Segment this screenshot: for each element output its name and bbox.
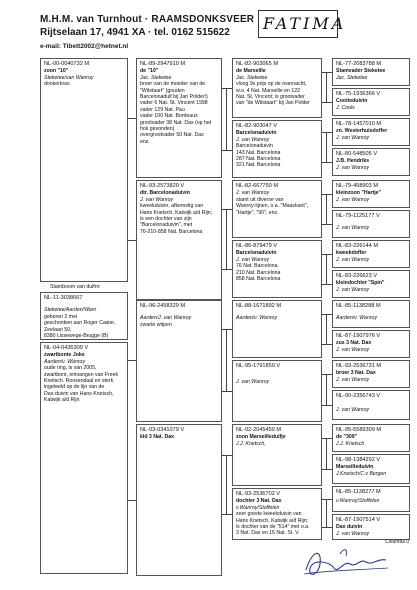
owner: Aarden/v. Wanroy xyxy=(336,315,378,322)
connector-line xyxy=(128,240,136,241)
pedigree-card-a13 xyxy=(332,424,410,452)
connector-line xyxy=(326,194,327,224)
pedigree-card-g1 xyxy=(232,58,322,118)
pigeon-title: broer 3 Nat. Dax xyxy=(336,370,376,377)
pigeon-title: J.B. Hendriks xyxy=(336,158,370,165)
pedigree-card-g2 xyxy=(232,120,322,178)
connector-line xyxy=(322,72,332,73)
connector-line xyxy=(226,329,227,391)
pedigree-card-main xyxy=(40,58,128,282)
connector-line xyxy=(222,329,232,330)
pigeon-title: dtr. Barcelonaduivin xyxy=(140,190,190,197)
pigeon-title: Barcelonaduivin xyxy=(236,250,277,257)
pedigree-card-dam-sire xyxy=(136,300,222,422)
pedigree-card-dam-dam xyxy=(136,424,222,576)
ring-number: NL-87-1907976 V xyxy=(336,333,381,339)
connector-line xyxy=(322,194,332,195)
ring-number: NL-79-1125177 V xyxy=(336,213,380,219)
pigeon-title: kleinzoon "Hartje" xyxy=(336,190,381,197)
pedigree-card-a7 xyxy=(332,240,410,268)
connector-line xyxy=(326,132,327,162)
ring-number: NL-85-1138277 M xyxy=(336,489,381,495)
pedigree-card-dam xyxy=(40,342,128,574)
pedigree-card-a16 xyxy=(332,514,410,540)
connector-line xyxy=(128,360,136,361)
connector-line xyxy=(322,102,332,103)
owner: Jac. Steketee xyxy=(236,74,268,81)
pedigree-card-a5 xyxy=(332,180,410,208)
owner: J. van Wanroy xyxy=(236,256,270,263)
details: oude ring, is van 2005, zwartbont, ontvangen van Freek Knetsch. Roosendaal en sterk ingeteeld op de lijn van de Dax-duivin van Hans Knetsch, Katwijk a/d Rijn xyxy=(44,365,119,404)
connector-line xyxy=(322,284,332,285)
stamboom-label: Stamboom van duifnr: xyxy=(50,284,101,290)
connector-line xyxy=(222,391,232,392)
owner: Jac. Steketee xyxy=(336,74,368,81)
owner: J. van Wanroy xyxy=(236,190,270,197)
details: geboren 2 mei geschonken aan Roger Casier, Zeelaan 50, 8380 Lissewege-Brugge (B) xyxy=(44,313,116,340)
pigeon-title: Marseilleduivin xyxy=(336,464,374,471)
connector-line xyxy=(222,209,232,210)
ring-number: NL-82-667750 M xyxy=(236,183,278,189)
ring-number: NL-77-2083788 M xyxy=(336,61,382,67)
pedigree-card-a3 xyxy=(332,118,410,146)
pedigree-card-g7 xyxy=(232,424,322,486)
ring-number: NL-89-2947910 M xyxy=(140,61,186,67)
connector-line xyxy=(326,314,327,344)
pigeon-title: de "309" xyxy=(336,434,358,441)
ring-number: NL-93-2536731 M xyxy=(336,363,382,369)
ring-number: NL-95-5589309 M xyxy=(336,427,382,433)
owner: J. van Wanroy xyxy=(336,134,370,141)
pigeon-title: de Marseille xyxy=(236,68,266,75)
ring-number: NL-83-226623 V xyxy=(336,273,378,279)
pedigree-card-a9 xyxy=(332,300,410,328)
pedigree-card-g6 xyxy=(232,360,322,422)
connector-line xyxy=(322,499,332,500)
ring-number: NL-93-2536702 V xyxy=(236,491,281,497)
owner: J. van Wanroy xyxy=(336,164,370,171)
pedigree-card-sire-dam xyxy=(136,180,222,300)
details: stamt uit diverse van Wanroy-lijnen, o.a. "Maaskant", "Hartje", "90", enz. xyxy=(236,196,309,216)
owner: J. van Wanroy xyxy=(336,407,370,414)
pigeon-title: de "10" xyxy=(140,68,159,75)
ring-number: NL-82-903047 V xyxy=(236,123,278,129)
pigeon-title: Cooiteduivin xyxy=(336,98,368,105)
pedigree-card-sire-sire xyxy=(136,58,222,178)
pigeon-name-box xyxy=(258,10,347,38)
ring-number: NL-93-2573820 V xyxy=(140,183,185,189)
pigeon-title: Dax duivin xyxy=(336,524,363,531)
ring-number: NL-79-458903 M xyxy=(336,183,378,189)
ring-number: NL-80-548505 V xyxy=(336,151,378,157)
connector-line xyxy=(322,162,332,163)
connector-line xyxy=(322,132,332,133)
pedigree-card-a8 xyxy=(332,270,410,298)
owner: J. Cools xyxy=(336,104,355,111)
breeder-name-line: M.H.M. van Turnhout · RAAMSDONKSVEER xyxy=(40,14,255,25)
owner: J. van Wanroy xyxy=(236,136,270,143)
pedigree-card-a2 xyxy=(332,88,410,116)
ring-number: NL-82-903065 M xyxy=(236,61,278,67)
owner: J.J. Knetsch xyxy=(336,440,365,447)
connector-line xyxy=(326,499,327,527)
ring-number: NL-02-2045459 M xyxy=(236,427,282,433)
connector-line xyxy=(222,455,232,456)
pedigree-card-g8 xyxy=(232,488,322,540)
ring-number: NL-85-1138288 M xyxy=(336,303,381,309)
ring-number: NL-11-3038667 xyxy=(44,295,83,301)
connector-line xyxy=(322,254,332,255)
pedigree-card-a12 xyxy=(332,390,410,420)
ring-number: NL-75-1936366 V xyxy=(336,91,381,97)
pigeon-title: kld 3 Nat. Dax xyxy=(140,434,175,441)
owner: v.Wanroy/Stoffelen xyxy=(236,504,280,511)
owner: J.J. Knetsch, xyxy=(236,440,266,447)
connector-line xyxy=(222,88,232,89)
owner: J. van Wanroy xyxy=(336,196,370,203)
owner: Aarden/v. Wanroy xyxy=(44,358,86,365)
connector-line xyxy=(226,209,227,269)
connector-line xyxy=(128,118,136,119)
connector-line xyxy=(322,527,332,528)
pigeon-title: zus 3 Nat. Dax xyxy=(336,340,372,347)
pigeon-name: FATIMA xyxy=(263,14,347,33)
connector-line xyxy=(326,254,327,284)
connector-line xyxy=(222,269,232,270)
owner: J. van Wanroy xyxy=(336,225,370,232)
connector-line xyxy=(322,374,332,375)
owner: J. van Wanroy xyxy=(336,346,370,353)
owner: J. van Wanroy xyxy=(236,379,270,386)
pigeon-title: kweekdoffer xyxy=(336,250,367,257)
ring-number: NL-86-879479 V xyxy=(236,243,278,249)
owner: J. van Wanroy xyxy=(336,376,370,383)
details: kweekduivin, afkomstig van Hans Knetsch, Katwijk a/d Rijn; is een dochter van zijn "Barcelonaduivin", met 76-210-858 Nat. Barcelona xyxy=(140,203,213,235)
pedigree-card-a4 xyxy=(332,148,410,176)
pedigree-card-a6 xyxy=(332,210,410,238)
connector-line xyxy=(226,455,227,514)
pedigree-card-a11 xyxy=(332,360,410,388)
connector-line xyxy=(226,88,227,150)
connector-line xyxy=(326,438,327,469)
details: Barcelonaduivin 143 Nat. Barcelona 287 Nat. Barcelona 321 Nat. Barcelona xyxy=(236,143,281,169)
pigeon-title: Stamvader Steketee xyxy=(336,68,386,75)
owner: J. van Wanroy xyxy=(336,286,370,293)
details: zwarte witpen xyxy=(140,321,172,328)
ring-number: NL-98-1384292 V xyxy=(336,457,381,463)
connector-line xyxy=(222,514,232,515)
owner: Aarden/J. van Wanroy xyxy=(140,315,192,322)
connector-line xyxy=(326,72,327,102)
pigeon-title: dochter 3 Nat. Dax xyxy=(236,498,282,505)
ring-number: NL-88-1671892 M xyxy=(236,303,282,309)
owner: Aarden/v. Wanroy xyxy=(236,315,278,322)
owner: Steketee/Aarden/Wanr xyxy=(44,307,97,314)
owner: J. van Wanroy xyxy=(336,530,370,537)
pedigree-card-origin xyxy=(40,292,128,340)
connector-line xyxy=(326,374,327,405)
ring-number: NL-00-0040732 M xyxy=(44,61,90,67)
breeder-email-line: e-mail: Tibett2002@hetnet.nl xyxy=(40,43,129,50)
pigeon-title: Barcelonaduivin xyxy=(236,130,277,137)
ring-number: NL-78-1457010 M xyxy=(336,121,382,127)
ring-number: NL-96-2458329 M xyxy=(140,303,186,309)
details: zeer goede kweekduivin van Hans Knetsch, Katwijk a/d Rijn; is dochter van de "514" met o.a. 3 Nat. Dax en 15 Nat. St. V. xyxy=(236,511,310,537)
owner: Steketee/van Wanroy xyxy=(44,74,94,81)
pedigree-card-g5 xyxy=(232,300,322,358)
pigeon-title: zoon "10" xyxy=(44,68,69,75)
pigeon-title: kleindochter "Spin" xyxy=(336,280,385,287)
pigeon-title: zwartbonte Joke xyxy=(44,352,85,359)
connector-line xyxy=(222,150,232,151)
pedigree-card-a14 xyxy=(332,454,410,484)
owner: Jac. Steketee xyxy=(140,74,172,81)
pedigree-card-a10 xyxy=(332,330,410,358)
ring-number: NL-03-0341079 V xyxy=(140,427,185,433)
connector-line xyxy=(322,438,332,439)
breeder-address-line: Rijtselaan 17, 4941 XA · tel. 0162 515622 xyxy=(40,27,230,38)
connector-line xyxy=(322,224,332,225)
connector-line xyxy=(322,405,332,406)
ring-number: NL-90-2356743 V xyxy=(336,393,381,399)
columba-label: Columba 0 xyxy=(385,539,410,545)
ring-number: NL-87-1907514 V xyxy=(336,517,381,523)
owner: J.Knetsch/C.v Bergen xyxy=(336,470,387,477)
details: 76 Nat. Barcelona 210 Nat. Barcelona 858 Nat. Barcelona xyxy=(236,263,281,283)
handwritten-signature xyxy=(300,540,390,584)
ring-number: NL-04-0436309 V xyxy=(44,345,89,351)
ring-number: NL-83-226144 M xyxy=(336,243,378,249)
owner: J. van Wanroy xyxy=(140,196,174,203)
pigeon-title: zoon Marseilleduifje xyxy=(236,434,286,441)
details: vloog 9x prijs op de overnacht, w.o. 4 Nat. Marseille en 122 Nat. St. Vincent; is grootvader van "de Witstaart" bij Jan Polder xyxy=(236,81,311,107)
pedigree-card-g4 xyxy=(232,240,322,298)
connector-line xyxy=(322,469,332,470)
pedigree-card-a15 xyxy=(332,486,410,512)
owner: J. van Wanroy xyxy=(336,256,370,263)
pedigree-card-a1 xyxy=(332,58,410,86)
ring-number: NL-95-1791850 V xyxy=(236,363,281,369)
owner: v.Wanroy/Stoffelen xyxy=(336,498,380,505)
connector-line xyxy=(128,500,136,501)
connector-line xyxy=(322,314,332,315)
connector-line xyxy=(322,344,332,345)
pigeon-title: zn. Westerhuisdoffer xyxy=(336,128,388,135)
details: donkerkras xyxy=(44,81,70,88)
pedigree-card-g3 xyxy=(232,180,322,238)
details: broer van de moeder van de "Witstaart" (gouden Barcelonaduif bij Jan Polder!) vader 6 Nat. St. Vincent 1998 vader 129 Nat. Pau vader 100 Nat. Bordeaux grootvader 38 Nat. Dax (op het hok gevonden) overgrootvader 50 Nat. Dax enz. xyxy=(140,81,212,145)
